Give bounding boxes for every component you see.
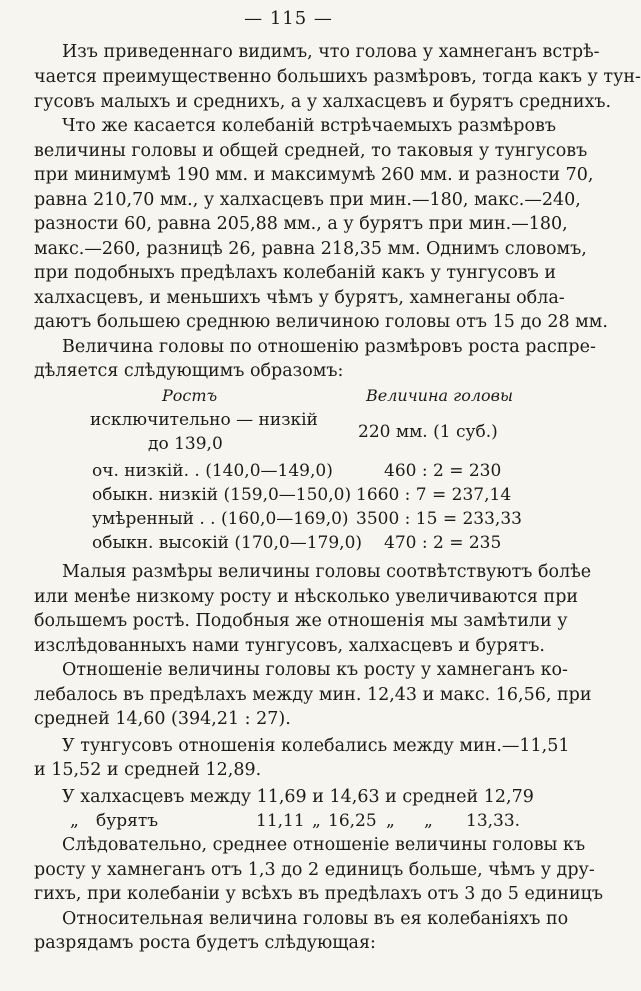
table-cell-growth: обыкн. низкій (159,0—150,0) [92,485,352,505]
table-cell-value: 470 : 2 = 235 [384,533,502,553]
text-line: и 15,52 и средней 12,89. [34,760,262,780]
text-line: средней 14,60 (394,21 : 27). [34,709,291,729]
page-number: — 115 — [244,8,333,29]
text-line: росту у хамнеганъ отъ 1,3 до 2 единицъ больше, чѣмъ у дру- [34,860,595,880]
text-number: 11,11 [256,811,305,831]
table-cell-value: 1660 : 7 = 237,14 [356,485,512,505]
text-line: Слѣдовательно, среднее отношеніе величины головы къ [62,835,586,855]
table-header-growth: Ростъ [162,386,218,405]
ditto-mark: „ [70,811,79,831]
table-cell-growth: исключительно — низкій [90,410,318,430]
text-line: Отношеніе величины головы къ росту у хамнеганъ ко- [62,660,568,680]
text-line: дѣляется слѣдующимъ образомъ: [34,361,344,381]
text-line: большемъ ростѣ. Подобныя же отношенія мы замѣтили у [34,611,568,631]
text-line: гусовъ малыхъ и среднихъ, а у халхасцевъ и бурятъ среднихъ. [34,92,612,112]
text-line: халхасцевъ, и меньшихъ чѣмъ у бурятъ, хамнеганы обла- [34,288,565,308]
text-line: величины головы и общей средней, то таковыя у тунгусовъ [34,141,588,161]
text-number: 16,25 [328,811,377,831]
table-header-head-size: Величина головы [366,386,514,405]
text-line: даютъ большею среднюю величиною головы отъ 15 до 28 мм. [34,312,608,332]
text-number: 13,33. [466,811,521,831]
text-line: при минимумѣ 190 мм. и максимумѣ 260 мм. и разности 70, [34,165,594,185]
table-cell-value: 3500 : 15 = 233,33 [356,509,522,529]
text-line: изслѣдованныхъ нами тунгусовъ, халхасцевъ и бурятъ. [34,636,545,656]
text-line: при подобныхъ предѣлахъ колебаній какъ у тунгусовъ и [34,263,556,283]
text-line: Изъ приведеннаго видимъ, что голова у хамнеганъ встрѣ- [62,42,600,62]
text-word: бурятъ [96,811,159,831]
ditto-mark: „ [424,811,433,831]
table-cell-value: 220 мм. (1 суб.) [358,422,498,442]
text-line: разрядамъ роста будетъ слѣдующая: [34,933,376,953]
text-line: лебалось въ предѣлахъ между мин. 12,43 и макс. 16,56, при [34,685,592,705]
text-line: равна 210,70 мм., у халхасцевъ при мин.—180, макс.—240, [34,190,581,210]
ditto-mark: „ [312,811,321,831]
table-cell-growth: оч. низкій. . (140,0—149,0) [92,461,333,481]
text-line: макс.—260, разницѣ 26, равна 218,35 мм. Однимъ словомъ, [34,239,587,259]
table-cell-growth: умѣренный . . (160,0—169,0) [92,509,349,529]
table-cell-growth: обыкн. высокій (170,0—179,0) [92,533,363,553]
table-cell-value: 460 : 2 = 230 [384,461,502,481]
text-line: У тунгусовъ отношенія колебались между мин.—11,51 [62,736,570,756]
text-line: У халхасцевъ между 11,69 и 14,63 и средней 12,79 [62,787,534,807]
ditto-mark: „ [386,811,395,831]
text-line: чается преимущественно большихъ размѣровъ, тогда какъ у тун- [34,67,641,87]
text-line: гихъ, при колебаніи у всѣхъ въ предѣлахъ отъ 3 до 5 единицъ [34,884,603,904]
text-line: Относительная величина головы въ ея колебаніяхъ по [62,909,569,929]
text-line: Величина головы по отношенію размѣровъ роста распре- [62,337,596,357]
text-line: Малыя размѣры величины головы соотвѣтствуютъ болѣе [62,562,592,582]
text-line: или менѣе низкому росту и нѣсколько увеличиваются при [34,587,579,607]
text-line: Что же касается колебаній встрѣчаемыхъ размѣровъ [62,116,556,136]
text-line: разности 60, равна 205,88 мм., а у бурятъ при мин.—180, [34,214,568,234]
table-cell-growth: до 139,0 [148,434,223,454]
